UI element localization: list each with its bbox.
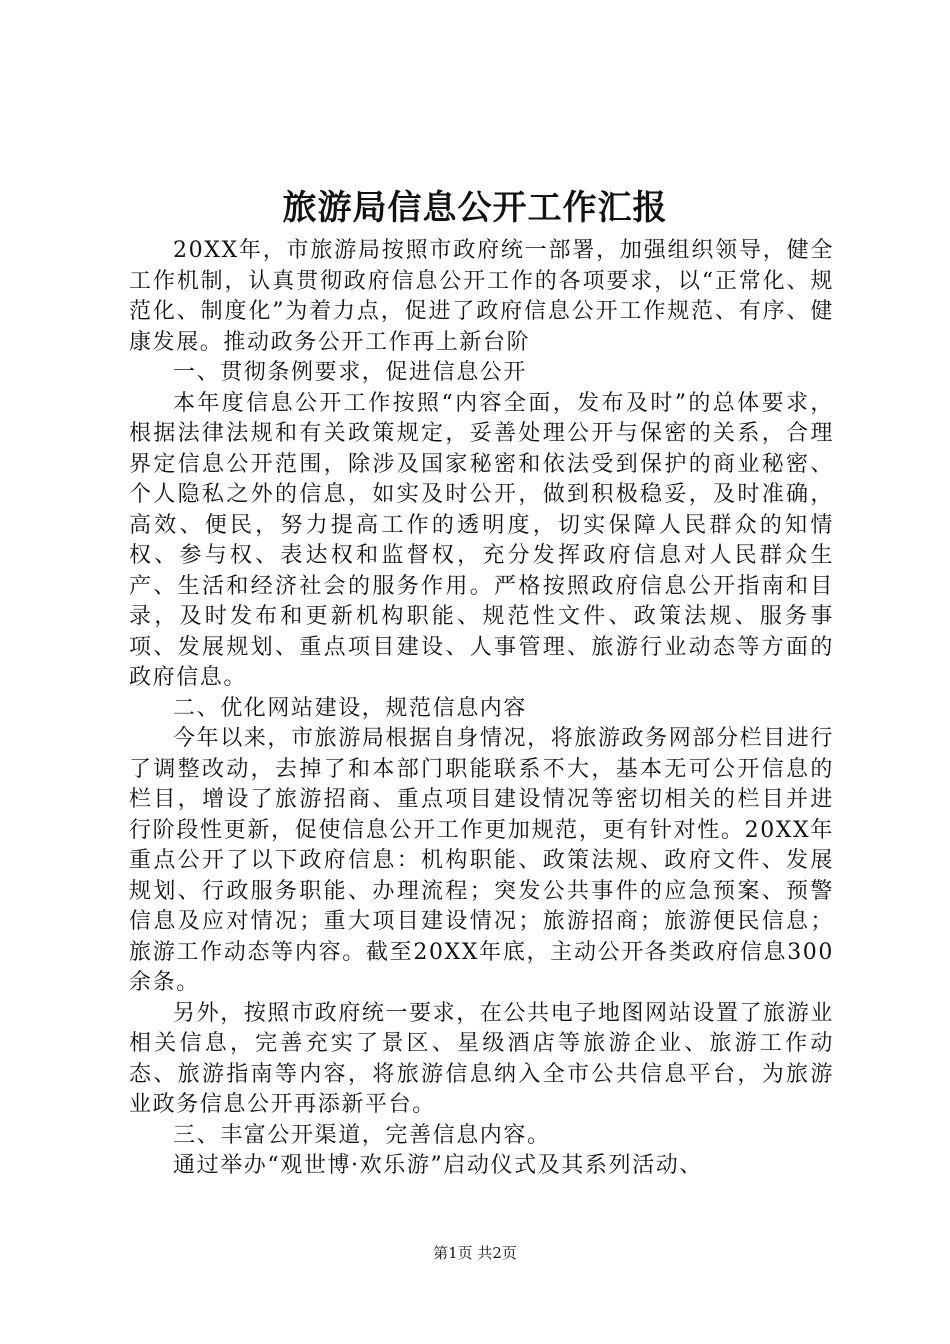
paragraph-section-2-additional: 另外，按照市政府统一要求，在公共电子地图网站设置了旅游业相关信息，完善充实了景区、星级酒店等旅游企业、旅游工作动态、旅游指南等内容，将旅游信息纳入全市公共信息平台，为旅游业政务信息公开再添新平台。 (129, 1000, 834, 1117)
document-title: 旅游局信息公开工作汇报 (282, 188, 668, 228)
section-heading-2: 二、优化网站建设，规范信息内容 (173, 695, 528, 721)
document-body (129, 236, 834, 1182)
section-heading-3: 三、丰富公开渠道，完善信息内容。 (173, 1122, 551, 1148)
paragraph-intro: 20XX年，市旅游局按照市政府统一部署，加强组织领导，健全工作机制，认真贯彻政府信息公开工作的各项要求，以“正常化、规范化、制度化”为着力点，促进了政府信息公开工作规范、有序、健康发展。推动政务公开工作再上新台阶 (129, 238, 834, 355)
paragraph-section-1: 本年度信息公开工作按照“内容全面，发布及时”的总体要求，根据法律法规和有关政策规定，妥善处理公开与保密的关系，合理界定信息公开范围，除涉及国家秘密和依法受到保护的商业秘密、个人隐私之外的信息，如实及时公开，做到积极稳妥，及时准确，高效、便民，努力提高工作的透明度，切实保障人民群众的知情权、参与权、表达权和监督权，充分发挥政府信息对人民群众生产、生活和经济社会的服务作用。严格按照政府信息公开指南和目录，及时发布和更新机构职能、规范性文件、政策法规、服务事项、发展规划、重点项目建设、人事管理、旅游行业动态等方面的政府信息。 (129, 390, 834, 690)
paragraph-section-2: 今年以来，市旅游局根据自身情况，将旅游政务网部分栏目进行了调整改动，去掉了和本部门职能联系不大，基本无可公开信息的栏目，增设了旅游招商、重点项目建设情况等密切相关的栏目并进行阶段性更新，促使信息公开工作更加规范，更有针对性。20XX年重点公开了以下政府信息：机构职能、政策法规、政府文件、发展规划、行政服务职能、办理流程；突发公共事件的应急预案、预警信息及应对情况；重大项目建设情况；旅游招商；旅游便民信息；旅游工作动态等内容。截至20XX年底，主动公开各类政府信息300余条。 (129, 726, 834, 995)
paragraph-section-3: 通过举办“观世博·欢乐游”启动仪式及其系列活动、 (173, 1153, 703, 1178)
page-footer: 第1页 共2页 (433, 1244, 517, 1262)
section-heading-1: 一、贯彻条例要求，促进信息公开 (173, 360, 528, 385)
